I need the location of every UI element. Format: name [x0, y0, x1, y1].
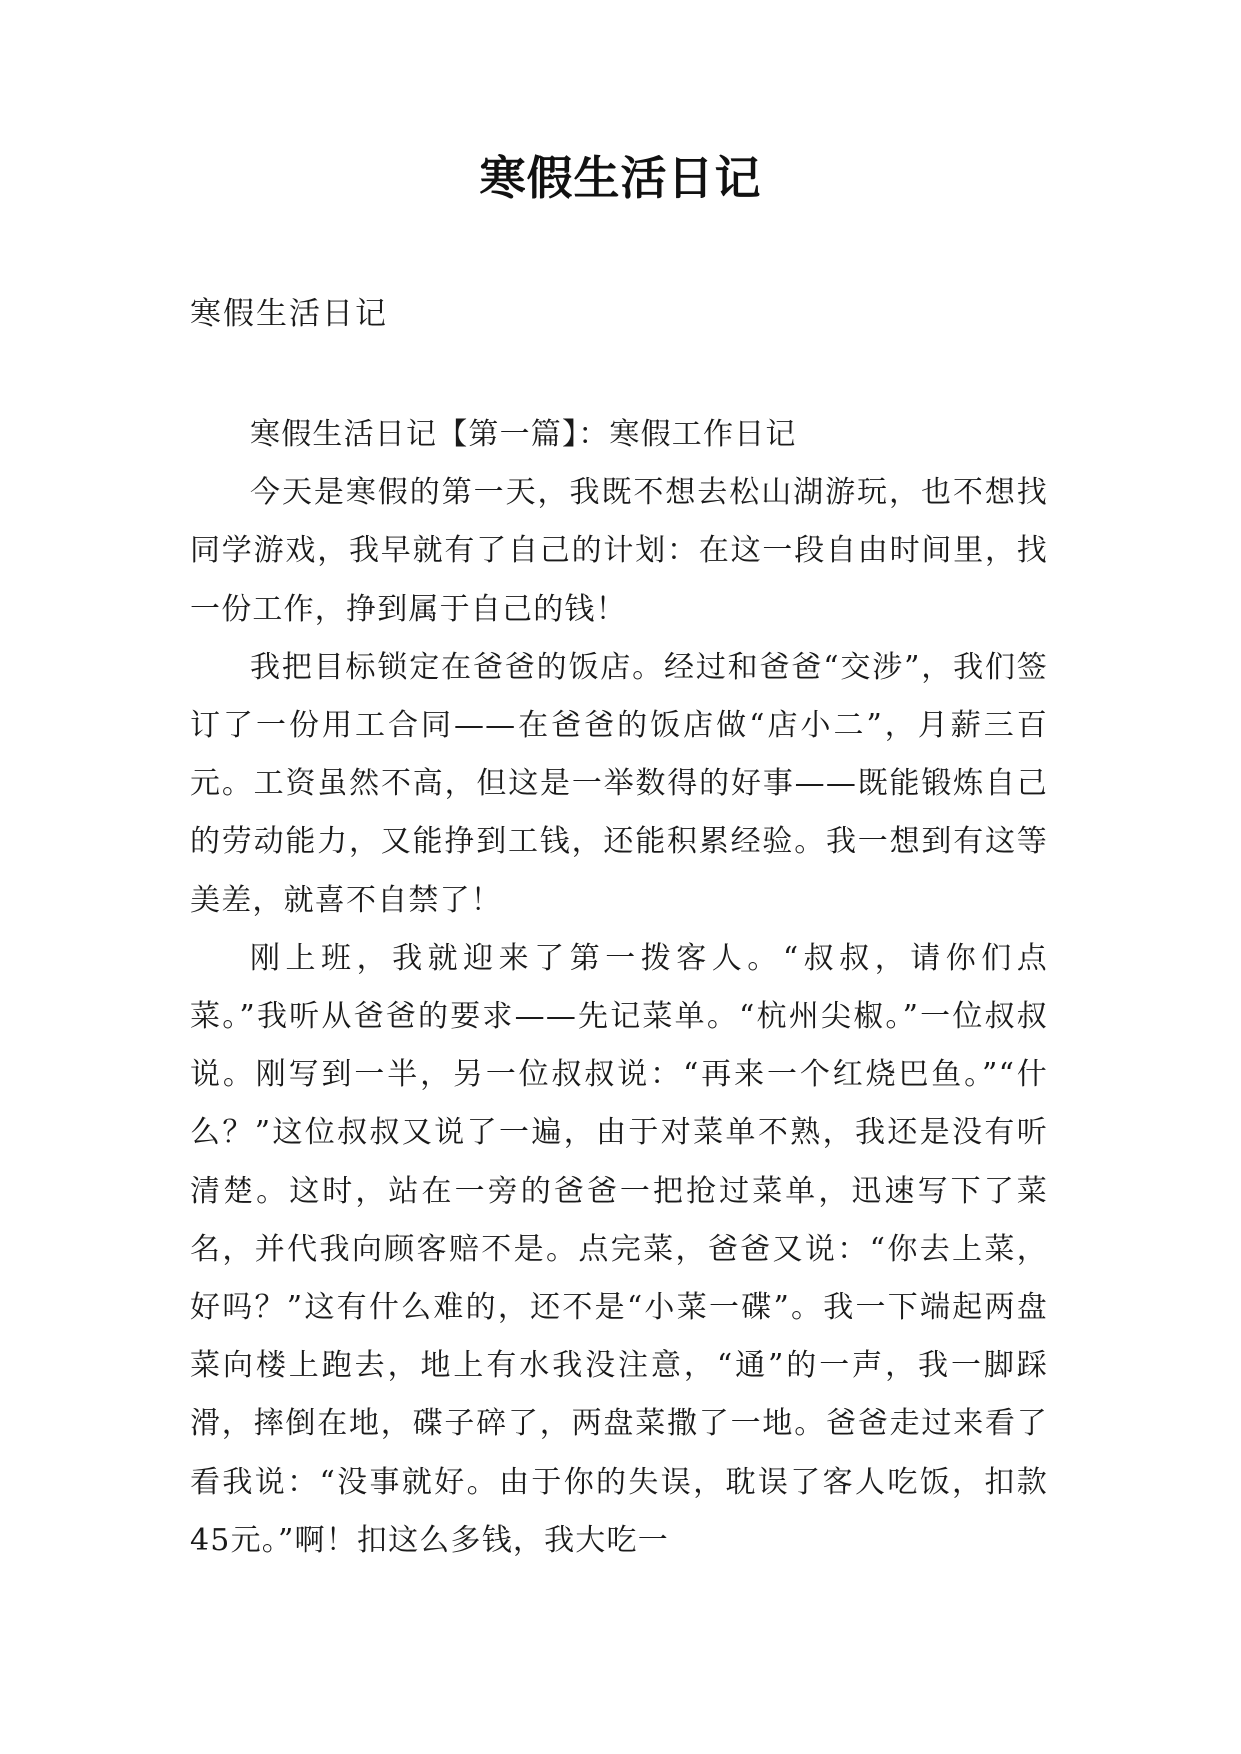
paragraph-heading: 寒假生活日记【第一篇】：寒假工作日记: [250, 417, 797, 452]
paragraph: 刚上班，我就迎来了第一拨客人。“叔叔，请你们点菜。”我听从爸爸的要求——先记菜单。“杭州尖椒。”一位叔叔说。刚写到一半，另一位叔叔说：“再来一个红烧巴鱼。”“什么？”这位叔叔又说了一遍，由于对菜单不熟，我还是没有听清楚。这时，站在一旁的爸爸一把抢过菜单，迅速写下了菜名，并代我向顾客赔不是。点完菜，爸爸又说：“你去上菜，好吗？”这有什么难的，还不是“小菜一碟”。我一下端起两盘菜向楼上跑去，地上有水我没注意，“通”的一声，我一脚踩滑，摔倒在地，碟子碎了，两盘菜撒了一地。爸爸走过来看了看我说：“没事就好。由于你的失误，耽误了客人吃饭，扣款45元。”啊！扣这么多钱，我大吃一: [190, 940, 1048, 1558]
document-title: 寒假生活日记: [479, 151, 762, 205]
document-subtitle: 寒假生活日记: [190, 296, 388, 332]
paragraph: 今天是寒假的第一天，我既不想去松山湖游玩，也不想找同学游戏，我早就有了自己的计划：在这一段自由时间里，找一份工作，挣到属于自己的钱！: [190, 475, 1048, 627]
document-body: [190, 406, 1048, 1570]
paragraph: 我把目标锁定在爸爸的饭店。经过和爸爸“交涉”，我们签订了一份用工合同——在爸爸的饭店做“店小二”，月薪三百元。工资虽然不高，但这是一举数得的好事——既能锻炼自己的劳动能力，又能挣到工钱，还能积累经验。我一想到有这等美差，就喜不自禁了！: [190, 649, 1048, 918]
